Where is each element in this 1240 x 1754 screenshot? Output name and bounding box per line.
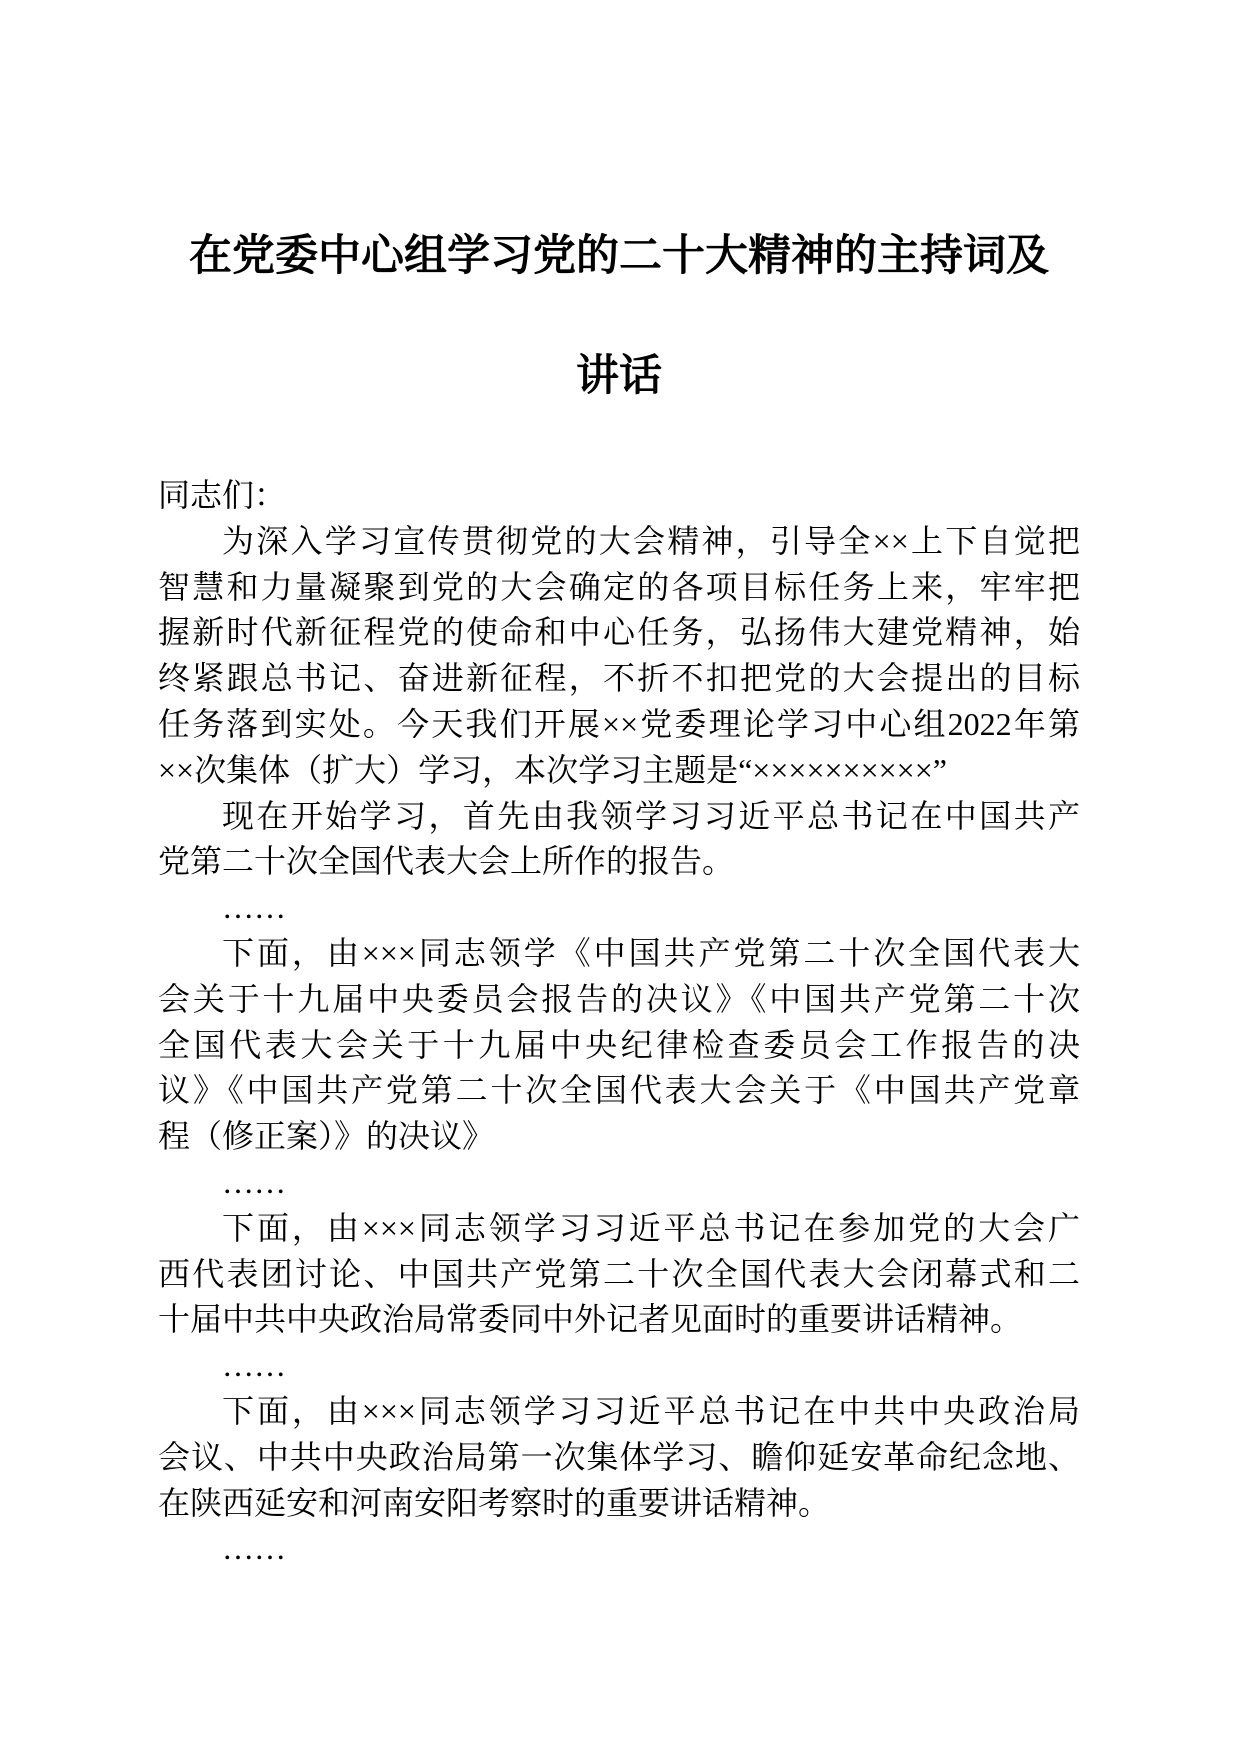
ellipsis: [158, 885, 1080, 931]
text-line: 西代表团讨论、中国共产党第二十次全国代表大会闭幕式和二: [158, 1255, 1080, 1292]
text-line: 党第二十次全国代表大会上所作的报告。: [158, 843, 735, 880]
text-line: 议》《中国共产党第二十次全国代表大会关于《中国共产党章: [158, 1072, 1080, 1109]
salutation-text: 同志们：: [158, 477, 287, 513]
paragraph-start-study: [158, 794, 1080, 886]
ellipsis: [158, 1160, 1080, 1206]
paragraph-guangxi: [158, 1206, 1080, 1343]
ellipsis: [158, 1343, 1080, 1389]
title-line-2: 讲话: [576, 353, 662, 400]
ellipsis-text: ……: [222, 1530, 286, 1567]
title-line-1: 在党委中心组学习党的二十大精神的主持词及: [189, 233, 1049, 280]
text-line: 在陕西延安和河南安阳考察时的重要讲话精神。: [158, 1484, 831, 1521]
text-line: 任务落到实处。今天我们开展××党委理论学习中心组2022年第: [158, 705, 1080, 742]
text-line: ××次集体（扩大）学习，本次学习主题是“××××××××××”: [158, 751, 947, 788]
text-line: 程（修正案）》的决议》: [158, 1118, 495, 1155]
document-title: [158, 197, 1080, 437]
ellipsis: [158, 1526, 1080, 1572]
ellipsis-text: ……: [222, 1163, 286, 1200]
text-line: 握新时代新征程党的使命和中心任务，弘扬伟大建党精神，始: [158, 614, 1080, 651]
text-line: 下面，由×××同志领学习习近平总书记在中共中央政治局: [222, 1392, 1080, 1429]
text-line: 现在开始学习，首先由我领学习习近平总书记在中国共产: [222, 797, 1080, 834]
text-line: 下面，由×××同志领学《中国共产党第二十次全国代表大: [222, 934, 1080, 971]
text-line: 为深入学习宣传贯彻党的大会精神，引导全××上下自觉把: [222, 522, 1080, 559]
ellipsis-text: ……: [222, 1347, 286, 1384]
text-line: 会议、中共中央政治局第一次集体学习、瞻仰延安革命纪念地、: [158, 1438, 1080, 1475]
paragraph-resolutions: [158, 931, 1080, 1160]
paragraph-opening: [158, 519, 1080, 794]
document-body: [158, 473, 1080, 1572]
text-line: 十届中共中央政治局常委同中外记者见面时的重要讲话精神。: [158, 1301, 1023, 1338]
text-line: 终紧跟总书记、奋进新征程，不折不扣把党的大会提出的目标: [158, 660, 1080, 697]
text-line: 下面，由×××同志领学习习近平总书记在参加党的大会广: [222, 1209, 1080, 1246]
text-line: 智慧和力量凝聚到党的大会确定的各项目标任务上来，牢牢把: [158, 568, 1080, 605]
paragraph-politburo: [158, 1389, 1080, 1526]
salutation: [158, 473, 1080, 519]
ellipsis-text: ……: [222, 889, 286, 926]
text-line: 全国代表大会关于十九届中央纪律检查委员会工作报告的决: [158, 1026, 1080, 1063]
text-line: 会关于十九届中央委员会报告的决议》《中国共产党第二十次: [158, 980, 1080, 1017]
